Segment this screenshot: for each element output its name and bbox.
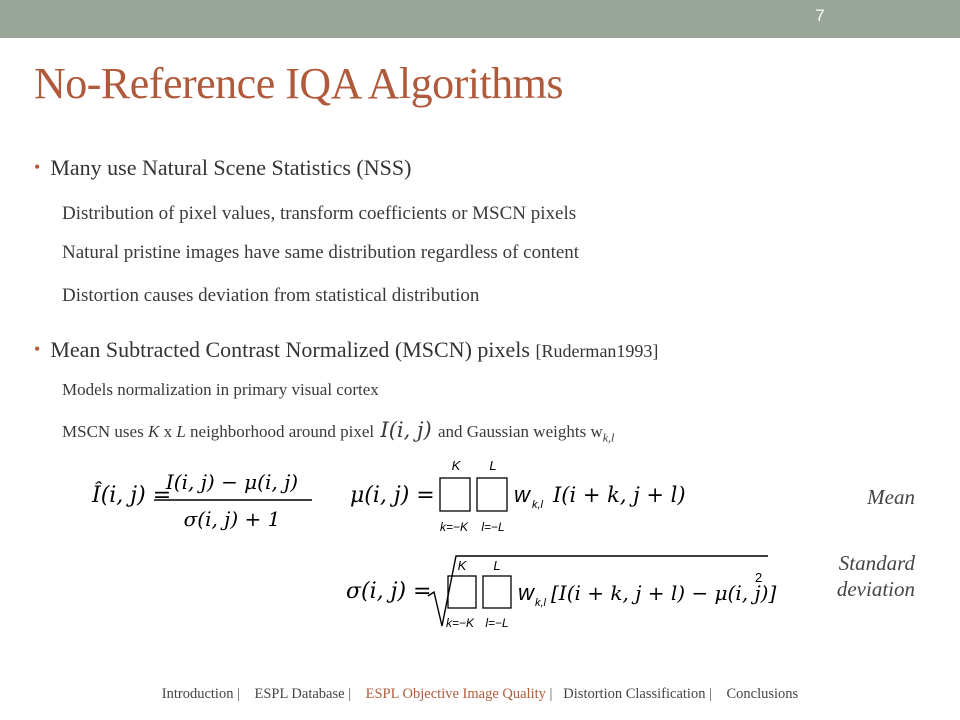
footer-link-espl-database[interactable]: ESPL Database xyxy=(254,686,345,702)
summation-box-icon xyxy=(448,576,476,608)
footer-separator: | xyxy=(549,686,553,702)
equation-mean xyxy=(350,458,700,538)
svg-text:k,l: k,l xyxy=(535,597,546,609)
svg-text:L: L xyxy=(489,458,497,473)
bullet-dot-icon: • xyxy=(34,339,41,359)
std-label: Standard deviation xyxy=(836,551,915,601)
svg-text:k,l: k,l xyxy=(532,499,543,511)
svg-text:2: 2 xyxy=(755,570,763,585)
svg-text:w: w xyxy=(518,580,534,605)
slide-number: 7 xyxy=(815,6,825,25)
bullet-text: Mean Subtracted Contrast Normalized (MSCN) pixels xyxy=(50,337,530,362)
sub-item: Distribution of pixel values, transform coefficients or MSCN pixels xyxy=(62,203,577,224)
svg-text:w: w xyxy=(514,482,530,507)
summation-box-icon xyxy=(477,478,507,511)
mscn-numerator: I(i, j) − μ(i, j) xyxy=(165,470,299,494)
footer-link-espl-objective-image-quality[interactable]: ESPL Objective Image Quality xyxy=(365,686,546,702)
svg-text:K: K xyxy=(451,458,461,473)
sub-item: Models normalization in primary visual cortex xyxy=(62,380,379,399)
summation-box-icon xyxy=(440,478,470,511)
svg-text:k=−K: k=−K xyxy=(439,520,469,534)
bullet-dot-icon: • xyxy=(34,157,41,177)
mean-lhs: μ(i, j) = xyxy=(350,483,435,508)
top-bar xyxy=(0,0,960,38)
sub-item: Distortion causes deviation from statistical distribution xyxy=(62,285,480,306)
mean-body: I(i + k, j + l) xyxy=(553,483,686,507)
footer-link-distortion-classification[interactable]: Distortion Classification xyxy=(563,686,706,702)
bullet-text: Many use Natural Scene Statistics (NSS) xyxy=(50,155,412,180)
footer-link-conclusions[interactable]: Conclusions xyxy=(726,686,799,702)
equation-std xyxy=(344,550,777,634)
std-lhs: σ(i, j) = xyxy=(346,579,432,604)
footer-separator: | xyxy=(348,686,352,702)
svg-text:k=−K: k=−K xyxy=(445,616,475,630)
footer-separator: | xyxy=(709,686,712,702)
bullet-nss xyxy=(34,155,411,181)
svg-text:L: L xyxy=(493,558,501,573)
pixel-symbol: I(i, j) xyxy=(380,418,432,442)
sub-item: Natural pristine images have same distribution regardless of content xyxy=(62,242,580,263)
svg-text:l=−L: l=−L xyxy=(485,616,509,630)
footer-nav xyxy=(0,686,960,703)
equation-mscn xyxy=(92,462,332,542)
footer-separator: | xyxy=(237,686,240,702)
mscn-denominator: σ(i, j) + 1 xyxy=(183,507,281,531)
svg-text:K: K xyxy=(457,558,467,573)
svg-text:l=−L: l=−L xyxy=(481,520,505,534)
mscn-lhs: Î(i, j) = xyxy=(92,483,172,508)
mean-label: Mean xyxy=(867,485,915,509)
bullet-mscn xyxy=(34,337,658,363)
sub-item-mscn-neighborhood: MSCN uses K x L neighborhood around pixel I(i, j) and Gaussian weights $w_{k,l}$ xyxy=(62,418,615,445)
summation-box-icon xyxy=(483,576,511,608)
std-body: [I(i + k, j + l) − μ(i, j)] xyxy=(551,581,777,605)
reference-citation: [Ruderman1993] xyxy=(535,341,659,361)
footer-link-introduction[interactable]: Introduction xyxy=(161,686,234,702)
slide-title: No-Reference IQA Algorithms xyxy=(34,59,564,108)
